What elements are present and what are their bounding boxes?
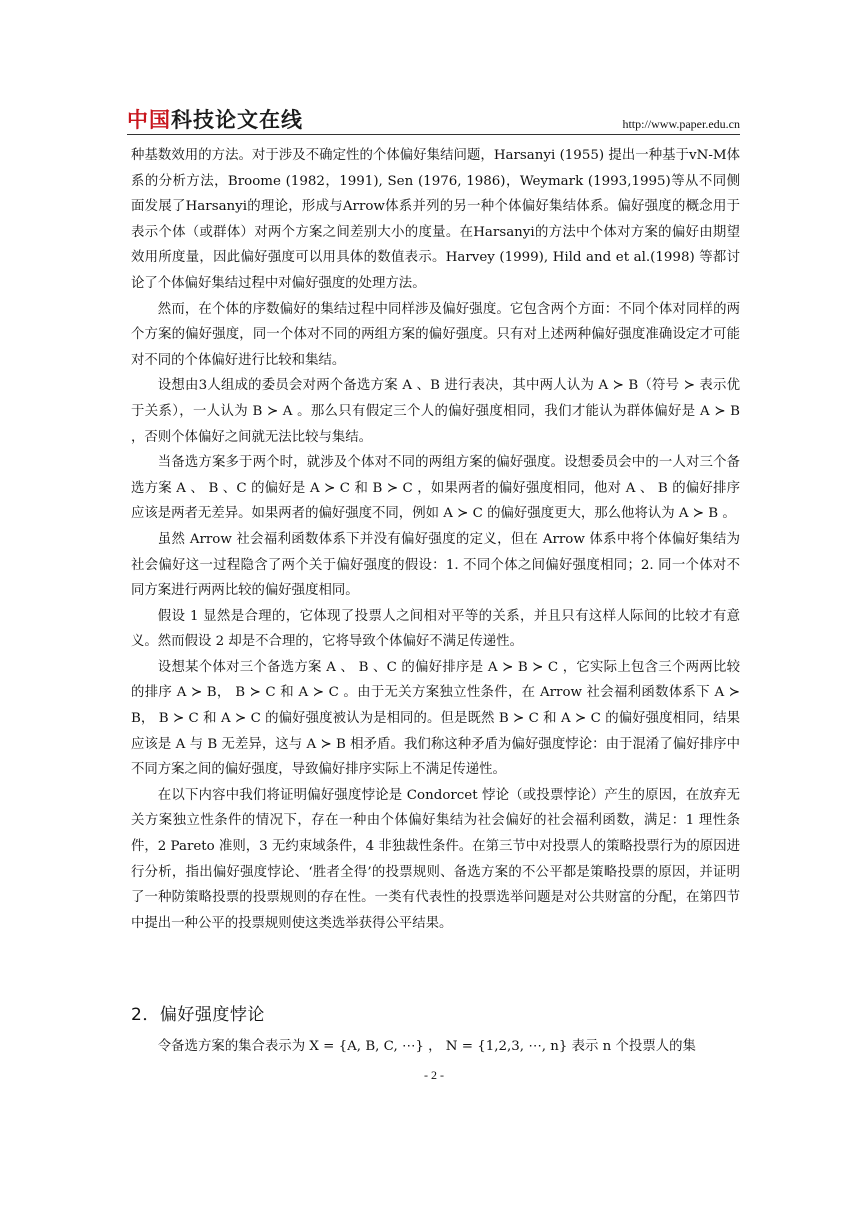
- paragraph-5: 虽然 Arrow 社会福利函数体系下并没有偏好强度的定义，但在 Arrow 体系中将个体偏好集结为社会偏好这一过程隐含了两个关于偏好强度的假设：1. 不同个体之间偏好强度相同；2. 同一个体对不同方案进行两两比较的偏好强度相同。: [131, 531, 740, 599]
- logo-china-text: 中国: [127, 108, 171, 132]
- paragraph-6: 假设 1 显然是合理的，它体现了投票人之间相对平等的关系，并且只有这样人际间的比较才有意义。然而假设 2 却是不合理的，它将导致个体偏好不满足传递性。: [131, 608, 740, 650]
- header-url[interactable]: http://www.paper.edu.cn: [622, 117, 740, 131]
- paragraph-4: 当备选方案多于两个时，就涉及个体对不同的两组方案的偏好强度。设想委员会中的一人对三个备选方案 A 、 B 、C 的偏好是 A ≻ C 和 B ≻ C ，如果两者的偏好强度相同，他对 A 、 B 的偏好排序应该是两者无差异。如果两者的偏好强度不同，例如 A ≻ C 的偏好强度更大，那么他将认为 A ≻ B 。: [131, 455, 740, 522]
- paragraph-2: 然而，在个体的序数偏好的集结过程中同样涉及偏好强度。它包含两个方面：不同个体对同样的两个方案的偏好强度，同一个体对不同的两组方案的偏好强度。只有对上述两种偏好强度准确设定才可能对不同的个体偏好进行比较和集结。: [131, 301, 740, 368]
- page-number: - 2 -: [424, 1068, 444, 1082]
- header-divider: [127, 134, 740, 135]
- body-text: [131, 143, 740, 936]
- journal-logo: [127, 104, 303, 134]
- paragraph-1: 种基数效用的方法。对于涉及不确定性的个体偏好集结问题，Harsanyi (1955) 提出一种基于vN-M体系的分析方法，Broome (1982，1991), Sen (1976, 1986)，Weymark (1993,1995)等从不同侧面发展了Harsanyi的理论，形成与Arrow体系并列的另一种个体偏好集结体系。偏好强度的概念用于表示个体（或群体）对两个方案之间差别大小的度量。在Harsanyi的方法中个体对方案的偏好由期望效用所度量，因此偏好强度可以用具体的数值表示。Harvey (1999), Hild and et al.(1998) 等都讨论了个体偏好集结过程中对偏好强度的处理方法。: [131, 148, 740, 291]
- section-heading: 2．偏好强度悖论: [131, 1005, 265, 1025]
- logo-sci-tech-text: 科技论文在线: [171, 108, 303, 132]
- paragraph-7: 设想某个体对三个备选方案 A 、 B 、C 的偏好排序是 A ≻ B ≻ C ，它实际上包含三个两两比较的排序 A ≻ B， B ≻ C 和 A ≻ C 。由于无关方案独立性条件，在 Arrow 社会福利函数体系下 A ≻ B， B ≻ C 和 A ≻ C 的偏好强度被认为是相同的。但是既然 B ≻ C 和 A ≻ C 的偏好强度相同，结果应该是 A 与 B 无差异，这与 A ≻ B 相矛盾。我们称这种矛盾为偏好强度悖论：由于混淆了偏好排序中不同方案之间的偏好强度，导致偏好排序实际上不满足传递性。: [131, 659, 740, 778]
- page-header: [127, 102, 740, 132]
- paragraph-3: 设想由3人组成的委员会对两个备选方案 A 、B 进行表决，其中两人认为 A ≻ B（符号 ≻ 表示优于关系），一人认为 B ≻ A 。那么只有假定三个人的偏好强度相同，我们才能认为群体偏好是 A ≻ B ，否则个体偏好之间就无法比较与集结。: [131, 378, 740, 445]
- paragraph-8: 在以下内容中我们将证明偏好强度悖论是 Condorcet 悖论（或投票悖论）产生的原因，在放弃无关方案独立性条件的情况下，存在一种由个体偏好集结为社会偏好的社会福利函数，满足：1 理性条件，2 Pareto 准则，3 无约束域条件，4 非独裁性条件。在第三节中对投票人的策略投票行为的原因进行分析，指出偏好强度悖论、‘胜者全得’的投票规则、备选方案的不公平都是策略投票的原因，并证明了一种防策略投票的投票规则的存在性。一类有代表性的投票选举问题是对公共财富的分配，在第四节中提出一种公平的投票规则使这类选举获得公平结果。: [131, 787, 740, 931]
- paragraph-9: 令备选方案的集合表示为 X = {A, B, C, ⋯} ， N = {1,2,3, ⋯, n} 表示 n 个投票人的集: [157, 1039, 696, 1054]
